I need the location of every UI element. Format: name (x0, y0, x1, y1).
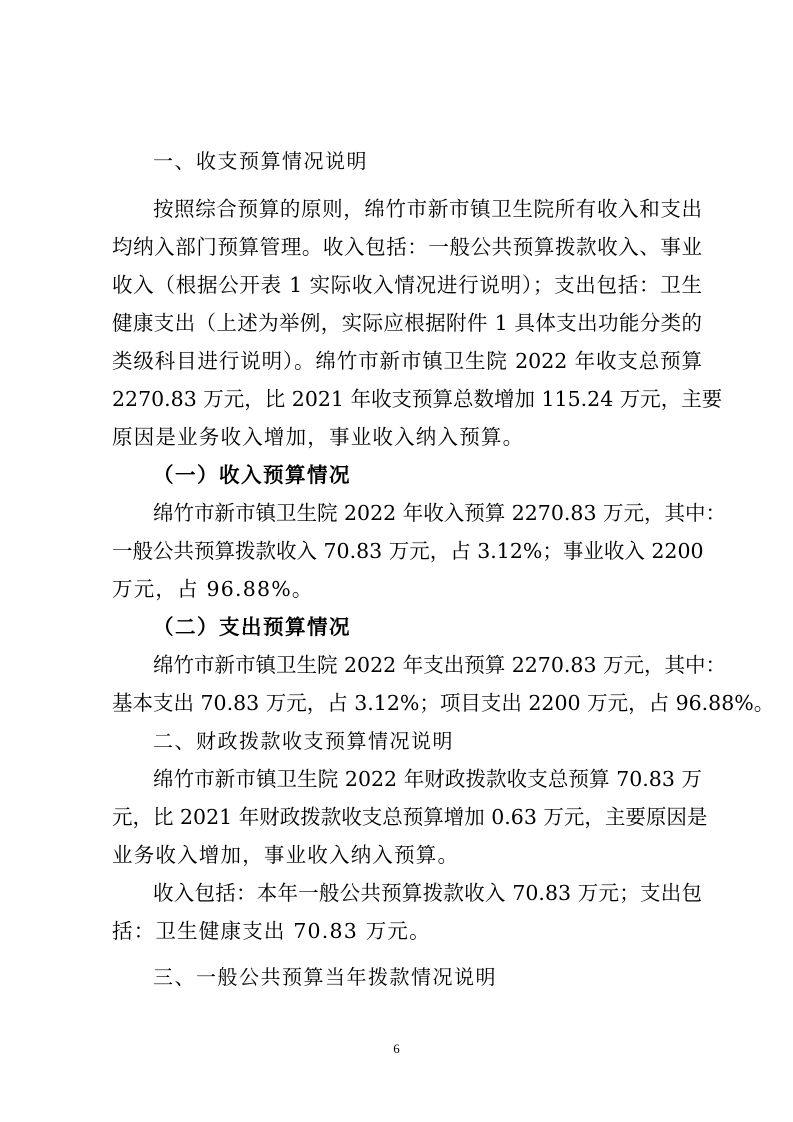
paragraph-line: 一般公共预算拨款收入 70.83 万元，占 3.12%；事业收入 2200 (112, 539, 704, 563)
section-heading-1: 一、收支预算情况说明 (153, 149, 368, 173)
paragraph-line: 括：卫生健康支出 70.83 万元。 (112, 919, 431, 943)
paragraph-line: 万元，占 96.88%。 (112, 577, 314, 601)
page-number: 6 (393, 1041, 400, 1056)
paragraph-line: 收入包括：本年一般公共预算拨款收入 70.83 万元；支出包 (153, 881, 702, 905)
paragraph-line: 基本支出 70.83 万元，占 3.12%；项目支出 2200 万元，占 96.88%。 (112, 691, 775, 715)
paragraph-line: 均纳入部门预算管理。收入包括：一般公共预算拨款收入、事业 (112, 235, 702, 259)
section-heading-3: 三、一般公共预算当年拨款情况说明 (153, 965, 497, 989)
paragraph-line: 业务收入增加，事业收入纳入预算。 (112, 843, 460, 867)
section-heading-2: 二、财政拨款收支预算情况说明 (153, 729, 454, 753)
paragraph-line: 按照综合预算的原则，绵竹市新市镇卫生院所有收入和支出 (153, 197, 702, 221)
subsection-heading-income: （一）收入预算情况 (153, 463, 351, 487)
paragraph-line: 收入（根据公开表 1 实际收入情况进行说明）；支出包括：卫生 (112, 273, 702, 297)
paragraph-line: 绵竹市新市镇卫生院 2022 年收入预算 2270.83 万元，其中： (153, 501, 727, 525)
paragraph-line: 健康支出（上述为举例，实际应根据附件 1 具体支出功能分类的 (112, 311, 702, 335)
paragraph-line: 绵竹市新市镇卫生院 2022 年财政拨款收支总预算 70.83 万 (153, 767, 702, 791)
paragraph-line: 原因是业务收入增加，事业收入纳入预算。 (112, 425, 525, 449)
paragraph-line: 元，比 2021 年财政拨款收支总预算增加 0.63 万元，主要原因是 (112, 805, 708, 829)
subsection-heading-expenditure: （二）支出预算情况 (153, 615, 351, 639)
paragraph-line: 2270.83 万元，比 2021 年收支预算总数增加 115.24 万元，主要 (112, 387, 723, 411)
paragraph-line: 绵竹市新市镇卫生院 2022 年支出预算 2270.83 万元，其中： (153, 653, 727, 677)
paragraph-line: 类级科目进行说明）。绵竹市新市镇卫生院 2022 年收支总预算 (112, 349, 702, 373)
